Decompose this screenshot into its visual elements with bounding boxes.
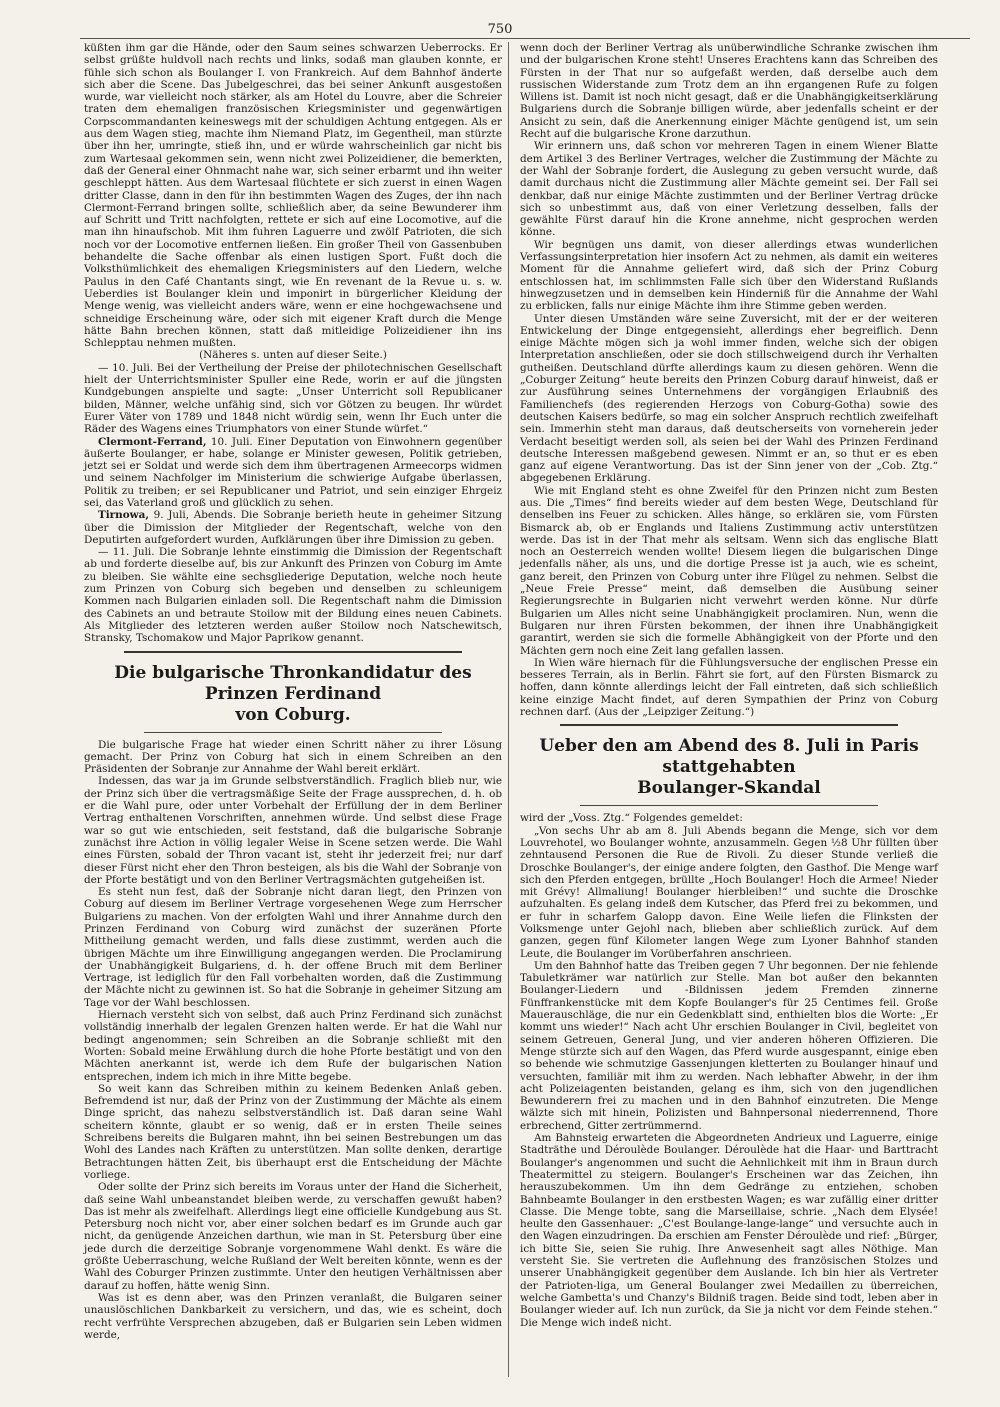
paragraph: — 11. Juli. Die Sobranje lehnte einstimmig die Dimission der Regentschaft ab und forderte dieselbe auf, bis zur Ankunft des Prinzen von Coburg im Amte zu bleiben. Sie wählte eine sechsgliederige Deputation, welche noch heute zum Prinzen von Coburg sich begeben und denselben zu schleunigem Kommen nach Bulgarien einladen soll. Die Regentschaft nahm die Dimission des Cabinets an und betraute Stoilow mit der Bildung eines neuen Cabinets. Als Mitglieder des letzteren werden außer Stoilow noch Natschewitsch, Stransky, Tschomakow und Major Paprikow genannt. [84, 546, 502, 645]
paragraph-text: 10. Juli. Einer Deputation von Einwohnern gegenüber äußerte Boulanger, er habe, solange er Minister gewesen, Politik getrieben, jetzt sei er Soldat und werde sich dem ihm übertragenen Armeecorps widmen und seinem Nachfolger im Ministerium die schwierige Aufgabe überlassen, Politik zu treiben; er sei Republicaner und Patriot, und sein einziger Ehrgeiz sei, das Vaterland groß und glücklich zu sehen. [84, 435, 502, 509]
paragraph: Wie mit England steht es ohne Zweifel für den Prinzen nicht zum Besten aus. Die „Times“ find bereits wieder auf dem besten Wege, Deutschland für denselben ins Feuer zu schicken. Alles hänge, so erklären sie, vom Fürsten Bismarck ab, ob er Englands und Italiens Zustimmung activ unterstützen werde. Das ist in der That mehr als seltsam. Wenn sich das englische Blatt noch an Oesterreich wenden wollte! Diesem liegen die bulgarischen Dinge jedenfalls näher, als uns, und die dortige Presse ist ja auch, wie es scheint, ganz bereit, den Prinzen von Coburg unter ihre Flügel zu nehmen. Selbst die „Neue Freie Presse“ meint, daß demselben die Ausübung seiner Regierungsrechte in Bulgarien nicht verwehrt werden könne. Nur dürfe Bulgarien um Alles nicht seine Unabhängigkeit proclamiren. Nun, wenn die Bulgaren nur ihren Fürsten bekommen, der ihnen ihre Unabhängigkeit garantirt, werden sie sich die formelle Abhängigkeit von der Pforte und den Mächten gern noch eine Zeit lang gefallen lassen. [520, 484, 938, 657]
top-rule [80, 38, 970, 39]
headline-line: Ueber den am Abend des 8. Juli in Paris stattgehabten [539, 736, 919, 778]
article-headline [520, 736, 938, 799]
paragraph: „Von sechs Uhr ab am 8. Juli Abends begann die Menge, sich vor dem Louvrehotel, wo Boulanger wohnte, anzusammeln. Gegen ½8 Uhr füllten über zehntausend Personen die Rue de Rivoli. Zu dieser Stunde verließ die Droschke Boulanger's, der einige andere folgten, den Gasthof. Die Menge warf sich den Pferden entgegen, brüllte „Hoch Boulanger! Hoch die Armee! Nieder mit Grévy! Allmaliung! Boulanger hierbleiben!“ und suchte die Droschke aufzuhalten. Es gelang indeß dem Kutscher, das Pferd frei zu bekommen, und er fuhr in scharfem Galopp davon. Eine Weile liefen die Flinksten der Volksmenge unter Gejohl nach, blieben aber schließlich zurück. Auf dem ganzen, gegen fünf Kilometer langen Wege zum Lyoner Bahnhof standen Leute, die Boulanger im Vorüberfahren anschrieen. [520, 824, 938, 960]
paragraph: Indessen, das war ja im Grunde selbstverständlich. Fraglich blieb nur, wie der Prinz sich über die vertragsmäßige Seite der Frage aussprechen, d. h. ob er die Wahl pure, oder unter Vorbehalt der Erfüllung der in dem Berliner Vertrag enthaltenen Vorschriften, annehmen würde. Und selbst diese Frage war so gut wie entschieden, seit feststand, daß die bulgarische Sobranje zunächst ihre Action in völlig legaler Weise in Scene setzen werde. Die Wahl eines Fürsten, sobald der Thron vacant ist, steht ihr jederzeit frei; nur darf dieser Fürst nicht eher den Thron besteigen, als bis die Wahl der Sobranje von der Pforte bestätigt und von den Berliner Vertragsmächten gutgeheißen ist. [84, 775, 502, 886]
paragraph: So weit kann das Schreiben mithin zu keinem Bedenken Anlaß geben. Befremdend ist nur, daß der Prinz von der Zustimmung der Mächte als einem Dinge spricht, das nahezu selbstverständlich ist. Daß daran seine Wahl scheitern könnte, glaubt er so wenig, daß er in ersten Theile seines Schreibens bereits die Bulgaren mahnt, ihn bei seinen Bestrebungen um das Wohl des Landes nach Kräften zu unterstützen. Man sollte denken, derartige Betrachtungen hätten Zeit, bis überhaupt erst die Entscheidung der Mächte vorliege. [84, 1082, 502, 1181]
paragraph: wird der „Voss. Ztg.“ Folgendes gemeldet: [520, 812, 743, 825]
note: (Näheres s. unten auf dieser Seite.) [199, 349, 387, 362]
headline-rule [144, 732, 442, 733]
paragraph [84, 509, 502, 546]
headline-line: Die bulgarische Thronkandidatur des Prinzen Ferdinand [114, 662, 472, 704]
paragraph-text: 9. Juli, Abends. Die Sobranje berieth heute in geheimer Sitzung über die Dimission der Mitglieder der Regentschaft, welche von den Deputirten aufgefordert wurden, Aufklärungen über ihre Dimission zu geben. [84, 509, 502, 546]
article-headline [84, 663, 502, 726]
paragraph: Um den Bahnhof hatte das Treiben gegen 7 Uhr begonnen. Der nie fehlende Tabuletkrämer war natürlich zur Stelle. Man bot außer den bekannten Boulanger-Liedern und -Bildnissen jedem Fremden zinnerne Fünffrankenstücke mit dem Kopfe Boulanger's für 25 Centimes feil. Große Mauerauschläge, die nur ein Gedenkblatt sind, enthielten blos die Worte: „Er kommt uns wieder!“ Nach acht Uhr erschien Boulanger in Civil, begleitet von seinem Getreuen, General Jung, und vier anderen höheren Offizieren. Die Menge stürzte sich auf den Wagen, das Pferd wurde ausgespannt, einige eben so behende wie schmutzige Gassenjungen kletterten zu Boulanger hinauf und versuchten, familiär mit ihm zu werden. Nach lebhafter Abwehr, in der ihm acht Polizeiagenten beistanden, gelang es ihm, sich von den jugendlichen Bewunderern frei zu machen und in den Bahnhof einzutreten. Die Menge wälzte sich mit hinein, Polizisten und Bahnpersonal niederrennend, Thore erbrechend, Gitter zertrümmernd. [520, 959, 938, 1132]
paragraph [84, 436, 502, 510]
headline-line: von Coburg. [235, 704, 351, 725]
paragraph: küßten ihm gar die Hände, oder den Saum seines schwarzen Ueberrocks. Er selbst grüßte huldvoll nach rechts und links, sodaß man glauben konnte, er fühle sich schon als Boulanger I. von Frankreich. Auf dem Bahnhof änderte sich aber die Scene. Das Jubelgeschrei, das bei seiner Ankunft ausgestoßen wurde, war vielleicht noch stärker, als am Hotel du Louvre, aber die Schreier traten dem ehemaligen französischen Kriegsminister und gegenwärtigen Corpscommandanten keineswegs mit der schuldigen Achtung entgegen. Als er aus dem Wagen stieg, machte ihm Niemand Platz, im Gegentheil, man stürzte über ihn her, umringte, stieß ihn, und er würde wahrscheinlich gar nicht bis zum Wartesaal gekommen sein, wenn nicht zwei Polizeidiener, die bemerkten, daß der General einer Ohnmacht nahe war, sich seiner erbarmt und ihn weiter geschleppt hätten. Aus dem Wartesaal flüchtete er sich zuerst in einen Wagen dritter Classe, dann in den für ihn bestimmten Wagen des Zuges, der ihn nach Clermont-Ferrand bringen sollte, schließlich aber, da seine Bewunderer ihm auf Schritt und Tritt nachfolgten, rettete er sich auf eine Locomotive, auf die man ihn hinaufschob. Mit ihm fuhren Laguerre und zwölf Patrioten, die sich noch vor der Locomotive entfernen ließen. Ein großer Theil von Gassenbuben behandelte die Sache offenbar als einen lustigen Sport. Fußt doch die Volksthümlichkeit des ehemaligen Kriegsministers auf den Liedern, welche Paulus in den Café Chantants singt, wie En revenant de la Revue u. s. w. Ueberdies ist Boulanger klein und imponirt in bürgerlicher Kleidung der Menge wenig, was vielleicht anders wäre, wenn er eine hochgewachsene und schneidige Erscheinung wäre, oder sich mit eigener Kraft durch die Menge hätte Bahn brechen können, statt daß mitleidige Polizeidiener ihn ins Schlepptau nehmen mußten. [84, 42, 502, 350]
paragraph: — 10. Juli. Bei der Vertheilung der Preise der philotechnischen Gesellschaft hielt der Unterrichtsminister Spuller eine Rede, worin er auf die jüngsten Kundgebungen anspielte und sagte: „Unser Unterricht soll Republicaner bilden, Männer, welche unfähig sind, sich vor Götzen zu beugen. Ihr würdet Eurer Väter von 1789 und 1848 nicht würdig sein, wenn Ihr Euch unter die Räder des Wagens eines Triumphators von einer Stunde würfet.“ [84, 361, 502, 436]
paragraph: Was ist es denn aber, was den Prinzen veranlaßt, die Bulgaren seiner unauslöschlichen Dankbarkeit zu versichern, und das, wie es scheint, doch recht verfrühte Versprechen abzugeben, daß er Bulgarien sein Leben widmen werde, [84, 1291, 502, 1341]
paragraph: Es steht nun fest, daß der Sobranje nicht daran liegt, den Prinzen von Coburg auf diesem im Berliner Vertrage vorgesehenen Wege zum Herrscher Bulgariens zu machen. Von der erfolgten Wahl und ihrer Annahme durch den Prinzen Ferdinand von Coburg wird zunächst der suzeränen Pforte Mittheilung gemacht werden, und falls diese zustimmt, werden auch die übrigen Mächte um ihre Einwilligung angegangen werden. Die Proclamirung der Unabhängigkeit Bulgariens, d. h. der offene Bruch mit dem Berliner Vertrage, ist lediglich für den Fall vorbehalten worden, daß die Zustimmung der Mächte nicht zu gewinnen ist. So hat die Sobranje in geheimer Sitzung am Tage vor der Wahl beschlossen. [84, 886, 502, 1009]
paragraph: Die bulgarische Frage hat wieder einen Schritt näher zu ihrer Lösung gemacht. Der Prinz von Coburg hat sich in einem Schreiben an den Präsidenten der Sobranje zur Annahme der Wahl bereit erklärt. [84, 738, 502, 776]
paragraph: Unter diesen Umständen wäre seine Zuversicht, mit der er der weiteren Entwickelung der Dinge entgegensieht, allerdings eher begreiflich. Denn einige Mächte mögen sich ja wohl immer finden, welche sich der obigen Interpretation anschließen, oder sie doch stillschweigend durch ihr Verhalten gutheißen. Deutschland dürfte allerdings kaum zu diesen gehören. Wenn die „Coburger Zeitung“ heute bereits den Prinzen Coburg darauf hinweist, daß er zur Ausführung seines Unternehmens der vorgängigen Erlaubniß des Familienchefs (des regierenden Herzogs von Coburg-Gotha) sowie des deutschen Kaisers bedürfe, so mag ein solcher Anspruch rechtlich zweifelhaft sein. Immerhin steht man daraus, daß deutscherseits von vorneherein jeder Verdacht beseitigt werden soll, als seien bei der Wahl des Prinzen Ferdinand deutsche Interessen maßgebend gewesen. Nimmt er an, so thut er es eben ganz auf eigene Verantwortung. Das ist der Sinn jener von der „Cob. Ztg.“ abgegebenen Erklärung. [520, 312, 938, 485]
paragraph: Oder sollte der Prinz sich bereits im Voraus unter der Hand die Sicherheit, daß seine Wahl unbeanstandet bleiben werde, zu verschaffen gewußt haben? Das ist mehr als zweifelhaft. Allerdings liegt eine officielle Kundgebung aus St. Petersburg noch nicht vor, aber einer solchen bedarf es im Grunde auch gar nicht, da genügende Anzeichen darthun, wie man in St. Petersburg über eine jede durch die derzeitige Sobranje vorgenommene Wahl denkt. Es wäre die größte Ueberraschung, welche Rußland der Welt bereiten könnte, wenn es der Wahl des Coburger Prinzen zustimmte. Unter den heutigen Verhältnissen aber darauf zu hoffen, hätte wenig Sinn. [84, 1181, 502, 1292]
paragraph: wenn doch der Berliner Vertrag als unüberwindliche Schranke zwischen ihm und der bulgarischen Krone steht! Unseres Erachtens kann das Schreiben des Fürsten in der That nur so aufgefaßt werden, daß derselbe auch dem russischen Widerstande zum Trotz dem an ihn ergangenen Rufe zu folgen Willens ist. Damit ist noch nicht gesagt, daß er die Unabhängigkeitserklärung Bulgariens durch die Sobranje billigen würde, aber jedenfalls scheint er der Ansicht zu sein, daß die Anerkennung einiger Mächte genügend ist, um sein Recht auf die bulgarische Krone darzuthun. [520, 42, 938, 141]
page-number: 750 [487, 22, 513, 37]
paragraph: Wir erinnern uns, daß schon vor mehreren Tagen in einem Wiener Blatte dem Artikel 3 des Berliner Vertrages, welcher die Zustimmung der Mächte zu der Wahl der Sobranje fordert, die Auslegung zu geben versucht wurde, daß damit durchaus nicht die Zustimmung aller Mächte gemeint sei. Der Fall sei denkbar, daß nur einige Mächte zustimmten und der Berliner Vertrag drücke sich so unbestimmt aus, daß von einer Verletzung desselben, falls der gewählte Fürst darauf hin die Krone annehme, nicht gesprochen werden könne. [520, 140, 938, 239]
headline-rule [580, 805, 878, 806]
paragraph: Am Bahnsteig erwarteten die Abgeordneten Andrieux und Laguerre, einige Stadträthe und Déroulède Boulanger. Déroulède hat die Haar- und Barttracht Boulanger's angenommen und sucht die Aehnlichkeit mit ihm in Braun durch Theatermittel zu steigern. Boulanger's Erscheinen war das Zeichen, ihn herauszubekommen. Um ihn dem Gedränge zu entziehen, schoben Bahnbeamte Boulanger in den erstbesten Wagen; es war zufällig einer dritter Classe. Die Menge tobte, sang die Marseillaise, schrie. „Nach dem Elysée! heulte den Gassenhauer: „C'est Boulange-lange-lange“ und versuchte auch in den Wagen einzudringen. Da erschien am Fenster Déroulède und rief: „Bürger, ich bitte Sie, seien Sie ruhig. Ihre Anwesenheit sagt alles Nöthige. Man versteht Sie. Sie vertreten die Auflehnung des französischen Stolzes und unserer Unabhängigkeit gegenüber dem Auslande. Ich bin hier als Vertreter der Patrioten-liga, um General Boulanger zwei Medaillen zu überreichen, welche Gambetta's und Chanzy's Bildniß tragen. Beide sind todt, leben aber in Boulanger wieder auf. Ich nun zurück, da Sie ja nicht vor dem Feinde stehen.“ Die Menge wich indeß nicht. [520, 1132, 938, 1329]
dateline: Tirnowa, [98, 509, 149, 522]
right-column [520, 42, 938, 1329]
left-column [84, 42, 502, 1341]
paragraph: Wir begnügen uns damit, von dieser allerdings etwas wunderlichen Verfassungsinterpretation hier insofern Act zu nehmen, als damit ein weiteres Moment für die Annahme geliefert wird, daß sich der Prinz Coburg entschlossen hat, im schlimmsten Falle sich über den Widerstand Rußlands hinwegzusetzen und in demselben kein Hinderniß für die Annahme der Wahl zu erblicken, falls nur einige Mächte ihm ihre Stimme geben werden. [520, 238, 938, 313]
paragraph: In Wien wäre hiernach für die Fühlungsversuche der englischen Presse ein besseres Terrain, als in Berlin. Fährt sie fort, auf den Fürsten Bismarck zu hoffen, dann könnte allerdings leicht der Fall eintreten, daß sich schließlich keine einzige Macht findet, auf deren Sympathien der Prinz von Coburg rechnen darf. (Aus der „Leipziger Zeitung.“) [520, 656, 938, 719]
column-divider [508, 42, 509, 1377]
headline-line: Boulanger-Skandal [637, 778, 821, 799]
paragraph: Hiernach versteht sich von selbst, daß auch Prinz Ferdinand sich zunächst vollständig innerhalb der legalen Grenzen halten werde. Er hat die Wahl nur bedingt angenommen; sein Schreiben an die Sobranje schließt mit den Worten: Sobald meine Erwählung durch die hohe Pforte bestätigt und von den Mächten anerkannt ist, werde ich dem Rufe der bulgarischen Nation entsprechen, indem ich mich in ihre Mitte begebe. [84, 1009, 502, 1083]
section-divider [560, 724, 898, 726]
section-divider [124, 651, 462, 653]
dateline: Clermont-Ferrand, [98, 435, 207, 448]
